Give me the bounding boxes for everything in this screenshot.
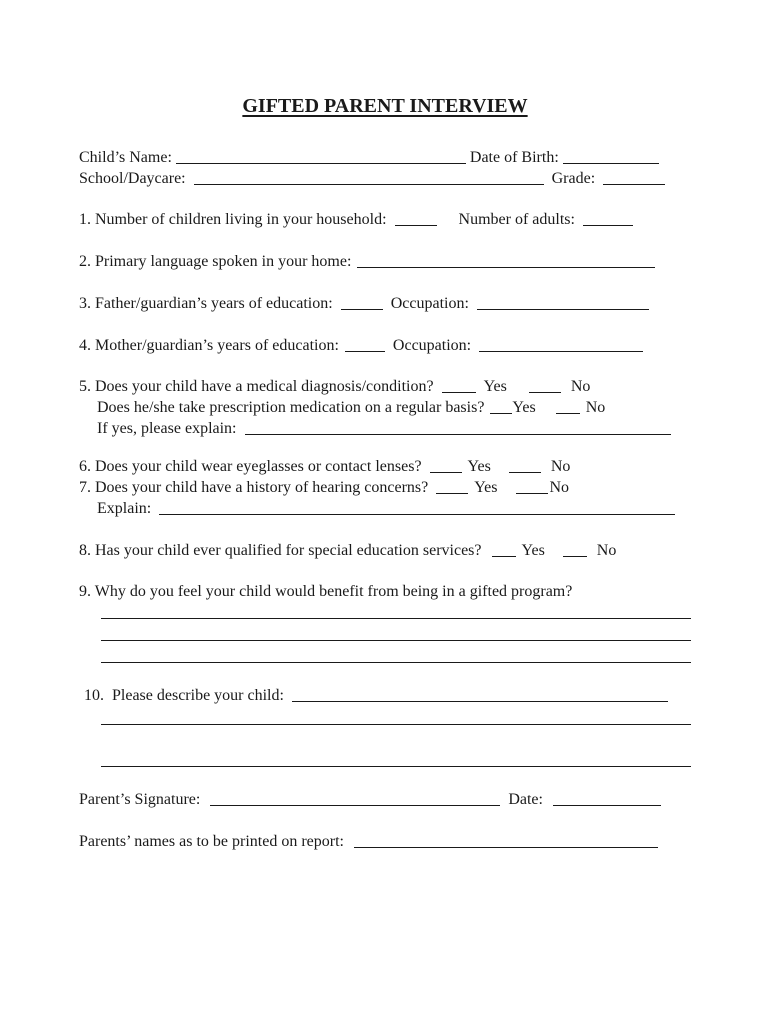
signature-label: Parent’s Signature: — [79, 791, 201, 808]
q7-explain-field[interactable] — [159, 513, 675, 515]
q9-answer-line-3[interactable] — [101, 662, 691, 663]
child-name-field[interactable] — [176, 162, 466, 164]
adults-label: Number of adults: — [458, 211, 575, 228]
q10-text: 10. Please describe your child: — [84, 687, 284, 704]
q7-explain-label: Explain: — [97, 500, 152, 517]
grade-label: Grade: — [551, 170, 596, 187]
question-5-medication — [97, 398, 605, 418]
q5-yes-blank[interactable] — [442, 391, 476, 393]
question-2 — [79, 252, 659, 272]
question-3 — [79, 294, 653, 314]
q6-no-label: No — [550, 458, 571, 475]
q7-yes-label: Yes — [474, 479, 498, 496]
q9-answer-line-2[interactable] — [101, 640, 691, 641]
father-occupation-field[interactable] — [477, 308, 649, 310]
q2-text: 2. Primary language spoken in your home: — [79, 253, 352, 270]
child-name-label: Child’s Name: — [79, 149, 172, 166]
page-title: GIFTED PARENT INTERVIEW — [242, 95, 528, 117]
printed-names-label: Parents’ names as to be printed on report: — [79, 833, 344, 850]
q5-text: 5. Does your child have a medical diagnosis/condition? — [79, 378, 434, 395]
question-7 — [79, 478, 569, 498]
q5-yes-label: Yes — [483, 378, 507, 395]
school-label: School/Daycare: — [79, 170, 186, 187]
q5-sub-no-blank[interactable] — [556, 412, 580, 414]
printed-names-field[interactable] — [354, 846, 658, 848]
q10-answer-line-2[interactable] — [101, 724, 691, 725]
signature-field[interactable] — [210, 804, 500, 806]
q4-text: 4. Mother/guardian’s years of education: — [79, 337, 339, 354]
language-field[interactable] — [357, 266, 655, 268]
q7-no-blank[interactable] — [516, 492, 548, 494]
q8-text: 8. Has your child ever qualified for special education services? — [79, 542, 482, 559]
q1-text: 1. Number of children living in your household: — [79, 211, 387, 228]
q7-text: 7. Does your child have a history of hearing concerns? — [79, 479, 429, 496]
q8-yes-blank[interactable] — [492, 555, 516, 557]
children-count-field[interactable] — [395, 224, 437, 226]
child-name-row — [79, 148, 663, 168]
adults-count-field[interactable] — [583, 224, 633, 226]
q6-yes-blank[interactable] — [430, 471, 462, 473]
q5-sub-yes-label: Yes — [512, 399, 536, 416]
mother-occupation-field[interactable] — [479, 350, 643, 352]
q6-no-blank[interactable] — [509, 471, 541, 473]
q3-text: 3. Father/guardian’s years of education: — [79, 295, 333, 312]
q10-answer-line-3[interactable] — [101, 766, 691, 767]
q5-no-blank[interactable] — [529, 391, 561, 393]
question-4 — [79, 336, 647, 356]
q6-yes-label: Yes — [467, 458, 491, 475]
q5-sub-text: Does he/she take prescription medication on a regular basis? — [97, 399, 485, 416]
question-9 — [79, 582, 572, 602]
signature-date-field[interactable] — [553, 804, 661, 806]
q5-explain-label: If yes, please explain: — [97, 420, 237, 437]
q8-no-blank[interactable] — [563, 555, 587, 557]
question-1 — [79, 210, 637, 230]
q10-answer-line-1[interactable] — [292, 700, 668, 702]
signature-date-label: Date: — [508, 791, 543, 808]
q5-sub-no-label: No — [585, 399, 606, 416]
q9-answer-line-1[interactable] — [101, 618, 691, 619]
printed-names-row — [79, 832, 662, 852]
question-5 — [79, 377, 590, 397]
q4-occupation-label: Occupation: — [392, 337, 472, 354]
father-education-field[interactable] — [341, 308, 383, 310]
q3-occupation-label: Occupation: — [390, 295, 469, 312]
q5-sub-yes-blank[interactable] — [490, 412, 512, 414]
question-6 — [79, 457, 570, 477]
question-10 — [84, 686, 672, 706]
signature-row — [79, 790, 665, 810]
q7-yes-blank[interactable] — [436, 492, 468, 494]
question-8 — [79, 541, 616, 561]
question-7-explain — [97, 499, 679, 519]
grade-field[interactable] — [603, 183, 665, 185]
question-5-explain — [97, 419, 675, 439]
q7-no-label: No — [549, 479, 570, 496]
dob-label: Date of Birth: — [469, 149, 559, 166]
q8-no-label: No — [596, 542, 617, 559]
q5-no-label: No — [570, 378, 591, 395]
mother-education-field[interactable] — [345, 350, 385, 352]
dob-field[interactable] — [563, 162, 659, 164]
q8-yes-label: Yes — [521, 542, 545, 559]
school-row — [79, 169, 669, 189]
school-field[interactable] — [194, 183, 544, 185]
q9-text: 9. Why do you feel your child would benefit from being in a gifted program? — [79, 583, 573, 600]
q5-explain-field[interactable] — [245, 433, 671, 435]
q6-text: 6. Does your child wear eyeglasses or contact lenses? — [79, 458, 422, 475]
